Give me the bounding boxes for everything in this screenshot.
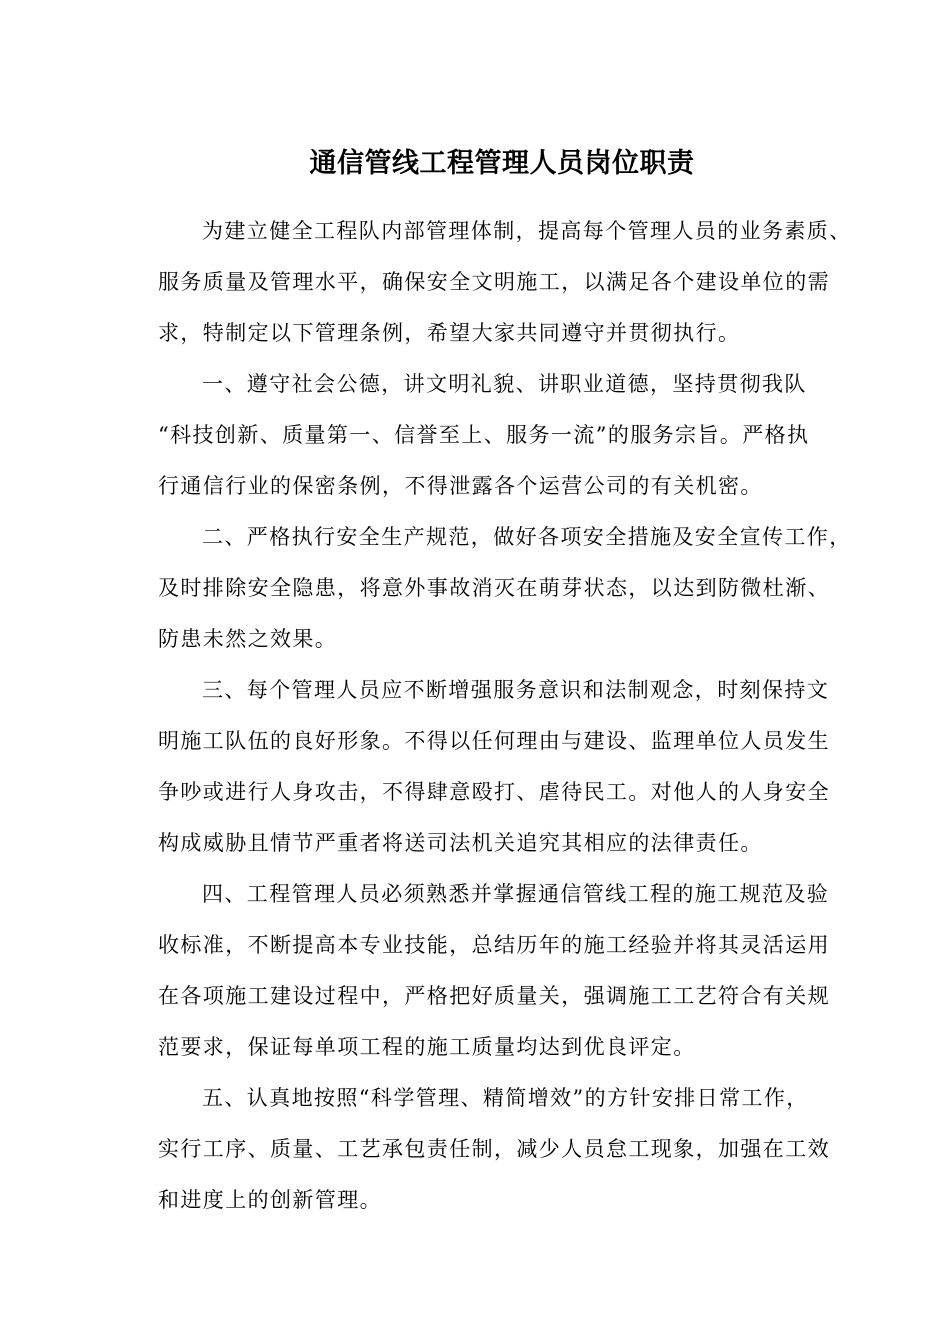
paragraph-line: 三、每个管理人员应不断增强服务意识和法制观念，时刻保持文 (202, 678, 830, 702)
paragraph-item-1 (158, 359, 858, 512)
paragraph-line: 为建立健全工程队内部管理体制，提高每个管理人员的业务素质、 (202, 219, 852, 243)
paragraph-line: 一、遵守社会公德，讲文明礼貌、讲职业道德，坚持贯彻我队 (202, 372, 807, 396)
paragraph-line: 明施工队伍的良好形象。不得以任何理由与建设、监理单位人员发生 (158, 729, 830, 753)
paragraph-line: 范要求，保证每单项工程的施工质量均达到优良评定。 (158, 1035, 696, 1059)
paragraph-line: 构成威胁且情节严重者将送司法机关追究其相应的法律责任。 (158, 831, 763, 855)
paragraph-item-2 (158, 512, 858, 665)
paragraph-item-4 (158, 869, 858, 1073)
paragraph-line: 和进度上的创新管理。 (158, 1188, 382, 1212)
paragraph-item-5 (158, 1073, 858, 1226)
paragraph-line: 实行工序、质量、工艺承包责任制，减少人员怠工现象，加强在工效 (158, 1137, 830, 1161)
paragraph-line: 在各项施工建设过程中，严格把好质量关，强调施工工艺符合有关规 (158, 984, 830, 1008)
paragraph-line: 收标准，不断提高本专业技能，总结历年的施工经验并将其灵活运用 (158, 933, 830, 957)
paragraph-intro (158, 206, 858, 359)
paragraph-line: 五、认真地按照“科学管理、精简增效”的方针安排日常工作， (202, 1086, 809, 1110)
paragraph-line: 求，特制定以下管理条例，希望大家共同遵守并贯彻执行。 (158, 321, 741, 345)
paragraph-line: 防患未然之效果。 (158, 627, 338, 651)
paragraph-line: 服务质量及管理水平，确保安全文明施工，以满足各个建设单位的需 (158, 270, 830, 294)
paragraph-line: 二、严格执行安全生产规范，做好各项安全措施及安全宣传工作， (202, 525, 852, 549)
paragraph-line: 及时排除安全隐患，将意外事故消灭在萌芽状态，以达到防微杜渐、 (158, 576, 830, 600)
paragraph-line: “科技创新、质量第一、信誉至上、服务一流”的服务宗旨。严格执 (158, 423, 810, 447)
paragraph-line: 四、工程管理人员必须熟悉并掌握通信管线工程的施工规范及验 (202, 882, 830, 906)
document-title: 通信管线工程管理人员岗位职责 (309, 148, 695, 179)
paragraph-line: 行通信行业的保密条例，不得泄露各个运营公司的有关机密。 (158, 474, 763, 498)
paragraph-line: 争吵或进行人身攻击，不得肆意殴打、虐待民工。对他人的人身安全 (158, 780, 830, 804)
document-body (158, 206, 858, 1226)
paragraph-item-3 (158, 665, 858, 869)
